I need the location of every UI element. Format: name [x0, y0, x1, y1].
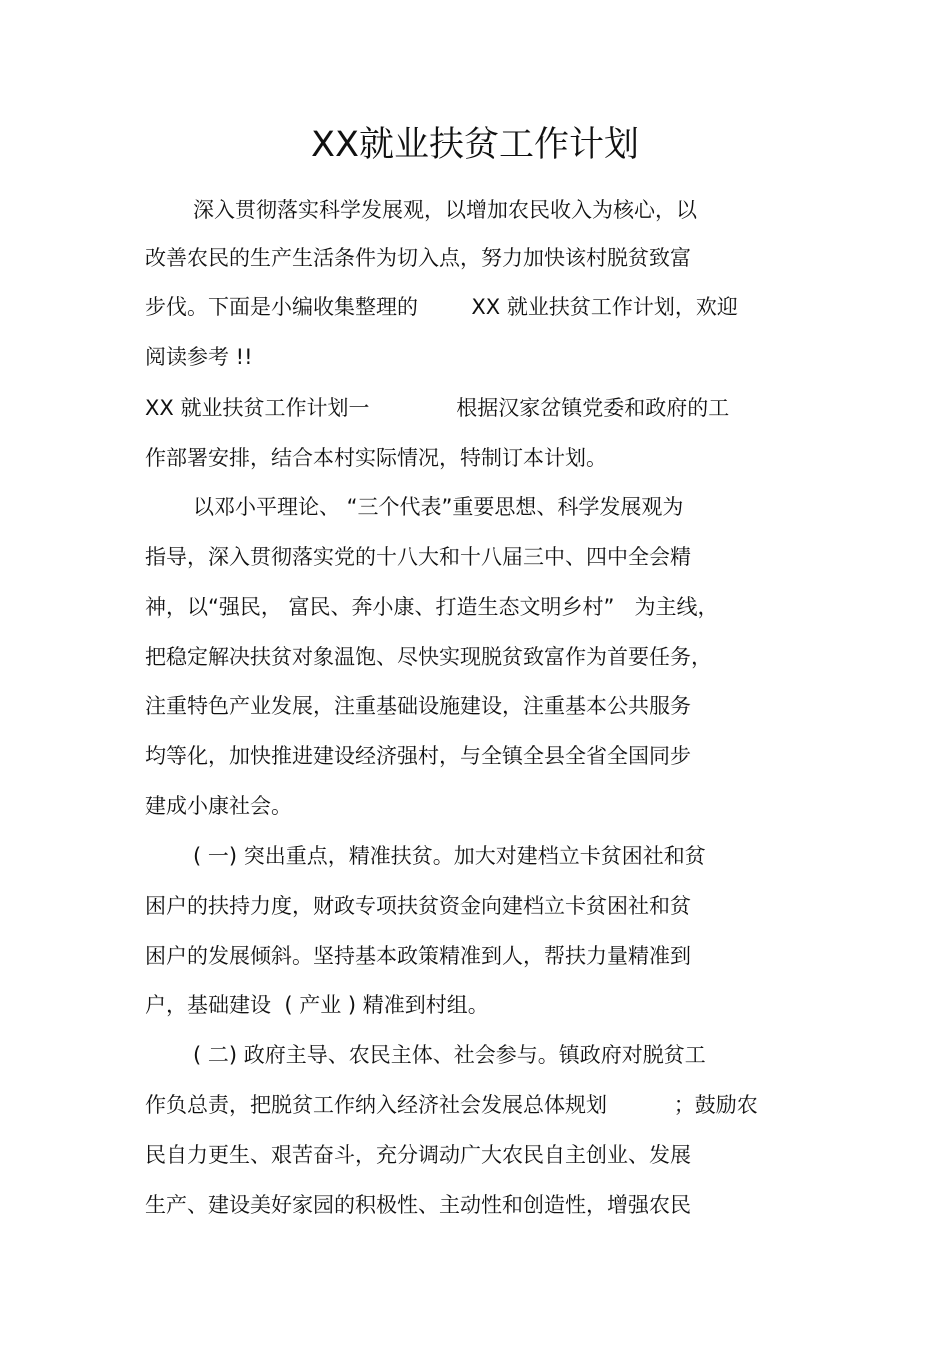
paragraph-line: 以邓小平理论、 “三个代表”重要思想、科学发展观为 — [193, 495, 684, 519]
paragraph-line: 困户的发展倾斜。坚持基本政策精准到人，帮扶力量精准到 — [145, 944, 691, 968]
paragraph-line: 深入贯彻落实科学发展观，以增加农民收入为核心，以 — [193, 198, 697, 222]
paragraph-line: 作负总责，把脱贫工作纳入经济社会发展总体规划 ；鼓励农 — [145, 1093, 758, 1117]
paragraph-line: 户，基础建设 ( 产业 ) 精准到村组。 — [145, 993, 489, 1017]
paragraph-line: 改善农民的生产生活条件为切入点，努力加快该村脱贫致富 — [145, 246, 691, 270]
paragraph-line: 神，以“强民， 富民、奔小康、打造生态文明乡村” 为主线， — [145, 595, 719, 619]
document-title: XX就业扶贫工作计划 — [311, 125, 639, 165]
paragraph-line: XX 就业扶贫工作计划一 根据汉家岔镇党委和政府的工 — [145, 396, 730, 420]
paragraph-line: 指导，深入贯彻落实党的十八大和十八届三中、四中全会精 — [145, 545, 691, 569]
paragraph-line: 阅读参考 !! — [145, 345, 253, 369]
paragraph-line: 注重特色产业发展，注重基础设施建设，注重基本公共服务 — [145, 694, 691, 718]
paragraph-line: ( 二) 政府主导、农民主体、社会参与。镇政府对脱贫工 — [193, 1043, 706, 1067]
paragraph-line: 困户的扶持力度，财政专项扶贫资金向建档立卡贫困社和贫 — [145, 894, 691, 918]
paragraph-line: 步伐。下面是小编收集整理的 XX 就业扶贫工作计划，欢迎 — [145, 295, 738, 319]
paragraph-line: 把稳定解决扶贫对象温饱、尽快实现脱贫致富作为首要任务， — [145, 645, 712, 669]
paragraph-line: 均等化，加快推进建设经济强村，与全镇全县全省全国同步 — [145, 744, 691, 768]
paragraph-line: 民自力更生、艰苦奋斗，充分调动广大农民自主创业、发展 — [145, 1143, 691, 1167]
paragraph-line: 生产、建设美好家园的积极性、主动性和创造性，增强农民 — [145, 1193, 691, 1217]
paragraph-line: ( 一) 突出重点，精准扶贫。加大对建档立卡贫困社和贫 — [193, 844, 706, 868]
paragraph-line: 建成小康社会。 — [145, 794, 292, 818]
paragraph-line: 作部署安排，结合本村实际情况，特制订本计划。 — [145, 446, 607, 470]
